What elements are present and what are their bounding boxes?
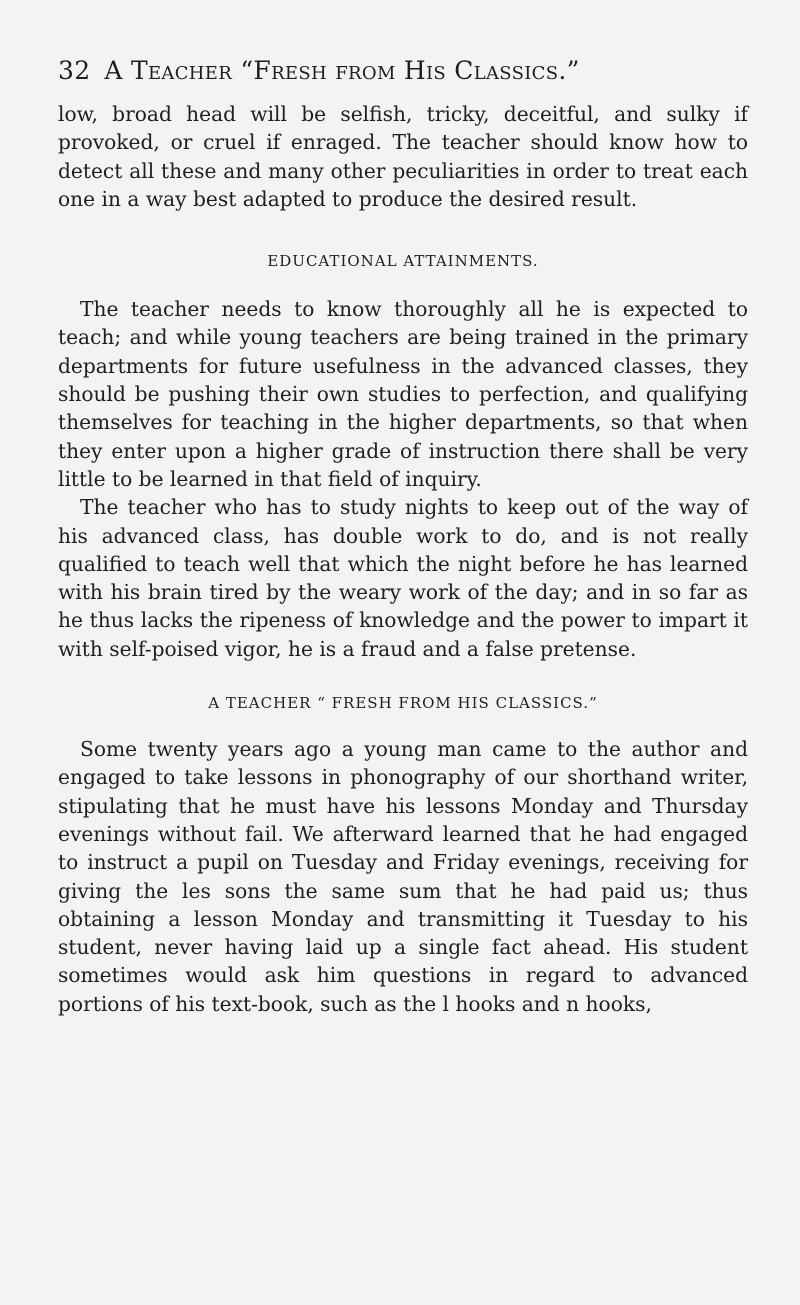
running-title: A Teacher “Fresh from His Classics.” [104,56,580,85]
page-number: 32 [58,56,91,85]
running-header [58,52,748,90]
paragraph-3: The teacher who has to study nights to keep out of the way of his advanced class, has double work to do, and is not really qualified to teach well that which the night before he has learned with his brain tired by the weary work of the day; and in so far as he thus lacks the ripeness of knowledge and the power to impart it with self-poised vigor, he is a fraud and a false pretense. [58,495,748,661]
paragraph-4: Some twenty years ago a young man came to the author and engaged to take lessons in phonography of our shorthand writer, stipulating that he must have his lessons Monday and Thursday evenings without fail. We afterward learned that he had engaged to instruct a pupil on Tuesday and Friday evenings, receiving for giving the les sons the same sum that he had paid us; thus obtaining a lesson Monday and transmitting it Tuesday to his student, never having laid up a single fact ahead. His student sometimes would ask him questions in regard to advanced portions of his text-book, such as the l hooks and n hooks, [58,737,748,1016]
book-page [58,52,748,1018]
section-heading-fresh-from-classics: A TEACHER “ FRESH FROM HIS CLASSICS.” [208,694,598,713]
section-heading-educational-attainments: EDUCATIONAL ATTAINMENTS. [267,252,539,271]
paragraph-1: low, broad head will be selfish, tricky, deceitful, and sulky if provoked, or cruel if enraged. The teacher should know how to detect all these and many other peculiarities in order to treat each one in a way best adapted to produce the desired result. [58,102,748,211]
paragraph-2: The teacher needs to know thoroughly all he is expected to teach; and while young teachers are being trained in the primary departments for future usefulness in the advanced classes, they should be pushing their own studies to perfection, and qualifying themselves for teaching in the higher departments, so that when they enter upon a higher grade of instruction there shall be very little to be learned in that field of inquiry. [58,297,748,491]
